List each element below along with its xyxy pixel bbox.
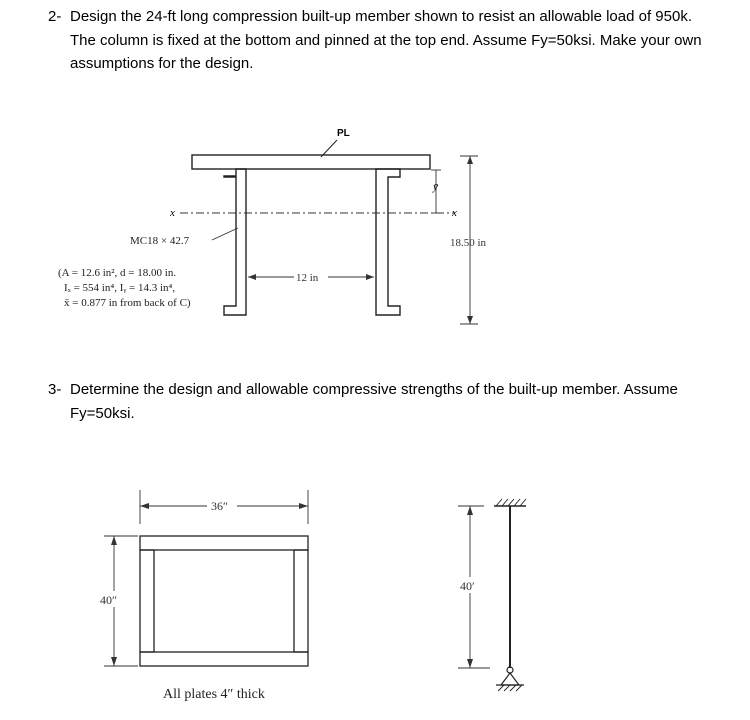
box-right-plate [294, 550, 308, 652]
box-height-dim-label: 40″ [100, 593, 117, 607]
ybar-label: ȳ [433, 181, 438, 193]
problem-2-text: Design the 24-ft long compression built-up member shown to resist an allowable load of 950k. The column is fixed at the bottom and pinned at the top end. Assume Fy=50ksi. Make your own assumptions for the design. [70, 8, 702, 72]
problem-2-number: 2- [48, 8, 62, 25]
width-dim-label: 36″ [211, 499, 228, 513]
figure-built-up-section-channels [42, 110, 512, 342]
section-label: MC18 × 42.7 [130, 235, 190, 247]
column-length-label: 40′ [460, 579, 475, 593]
figure-box-section-and-column [80, 478, 540, 715]
left-channel [224, 169, 246, 315]
problem-3 [48, 378, 708, 425]
section-props-line-2: Iₓ = 554 in⁴, Iᵧ = 14.3 in⁴, [64, 282, 176, 294]
problem-3-number: 3- [48, 381, 62, 398]
height-dim-label: 18.50 in [450, 237, 487, 249]
x-axis-label-right: x [452, 207, 457, 219]
right-channel [376, 169, 400, 315]
figure-2-drawing [80, 478, 540, 715]
problem-3-text: Determine the design and allowable compressive strengths of the built-up member. Assume Fy=50ksi. [70, 381, 678, 422]
section-props-line-3: x̄ = 0.877 in from back of C) [64, 297, 191, 309]
figure-1-drawing [42, 110, 512, 342]
top-support-hatch [496, 499, 526, 506]
top-plate [192, 155, 430, 169]
box-left-plate [140, 550, 154, 652]
bottom-pin-support [501, 673, 519, 685]
box-top-plate [140, 536, 308, 550]
section-leader-line [212, 228, 238, 240]
problem-2 [48, 5, 708, 76]
bottom-support-hatch [498, 685, 522, 691]
spacing-dim-label: 12 in [296, 272, 319, 284]
x-axis-label-left: x [170, 207, 175, 219]
plates-thickness-note: All plates 4″ thick [163, 687, 265, 702]
box-bottom-plate [140, 652, 308, 666]
section-props-line-1: (A = 12.6 in², d = 18.00 in. [58, 267, 177, 279]
plate-label: PL [337, 128, 350, 139]
